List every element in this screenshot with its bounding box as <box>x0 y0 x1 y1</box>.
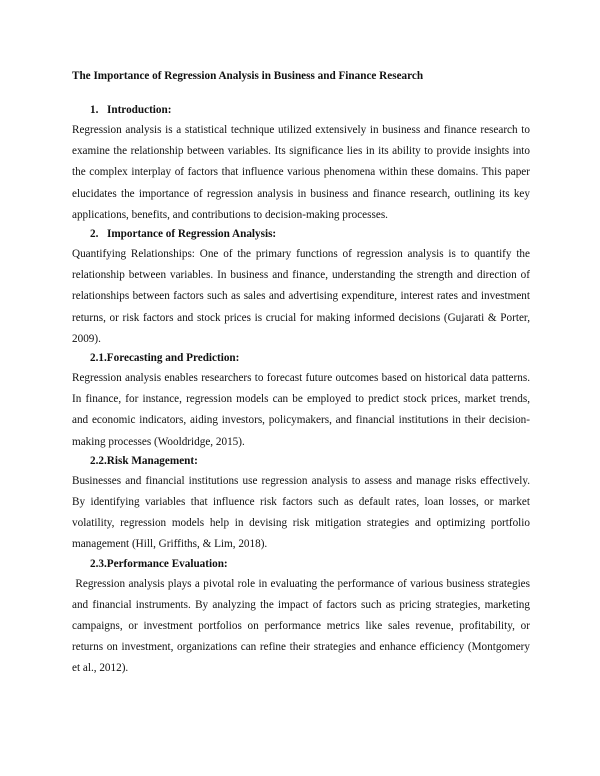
document-title: The Importance of Regression Analysis in Business and Finance Research <box>72 70 424 82</box>
subsection-heading-performance: 2.3.Performance Evaluation: <box>90 557 228 570</box>
subsection-paragraph-forecasting: Regression analysis enables researchers to forecast future outcomes based on historical data patterns. In finance, for instance, regression models can be employed to predict stock prices, market trends, and economic indicators, aiding investors, policymakers, and financial institutions in their decision-making processes (Wooldridge, 2015). <box>72 372 530 448</box>
section-heading-introduction <box>72 103 530 118</box>
subsection-heading-forecasting: 2.1.Forecasting and Prediction: <box>90 352 240 365</box>
document-page <box>72 68 533 680</box>
section-heading-text: Introduction: <box>107 104 172 116</box>
section-number: 2. <box>90 228 99 241</box>
subsection-paragraph-risk-management: Businesses and financial institutions use regression analysis to assess and manage risks effectively. By identifying variables that influence risk factors such as default rates, loan losses, or market volatility, regression models help in devising risk mitigation strategies and optimizing portfolio management (Hill, Griffiths, & Lim, 2018). <box>72 474 530 551</box>
subsection-paragraph-performance: Regression analysis plays a pivotal role in evaluating the performance of various business strategies and financial instruments. By analyzing the impact of factors such as pricing strategies, marketing campaigns, or investment portfolios on performance metrics like sales revenue, profitability, or returns on investment, organizations can refine their strategies and enhance efficiency (Montgomery et al., 2012). <box>72 577 533 675</box>
subsection-heading-risk-management: 2.2.Risk Management: <box>90 454 198 467</box>
section-heading-text: Importance of Regression Analysis: <box>107 228 277 241</box>
section-paragraph-introduction: Regression analysis is a statistical technique utilized extensively in business and finance research to examine the relationship between variables. Its significance lies in its ability to provide insights into the complex interplay of factors that influence various phenomena within these domains. This paper elucidates the importance of regression analysis in business and finance research, outlining its key applications, benefits, and contributions to decision-making processes. <box>72 124 530 221</box>
section-number: 1. <box>90 104 99 116</box>
section-paragraph-importance: Quantifying Relationships: One of the primary functions of regression analysis is to quantify the relationship between variables. In business and finance, understanding the strength and direction of relationships between factors such as sales and advertising expenditure, interest rates and investment returns, or risk factors and stock prices is crucial for making informed decisions (Gujarati & Porter, 2009). <box>72 248 530 345</box>
section-heading-importance <box>72 227 530 242</box>
